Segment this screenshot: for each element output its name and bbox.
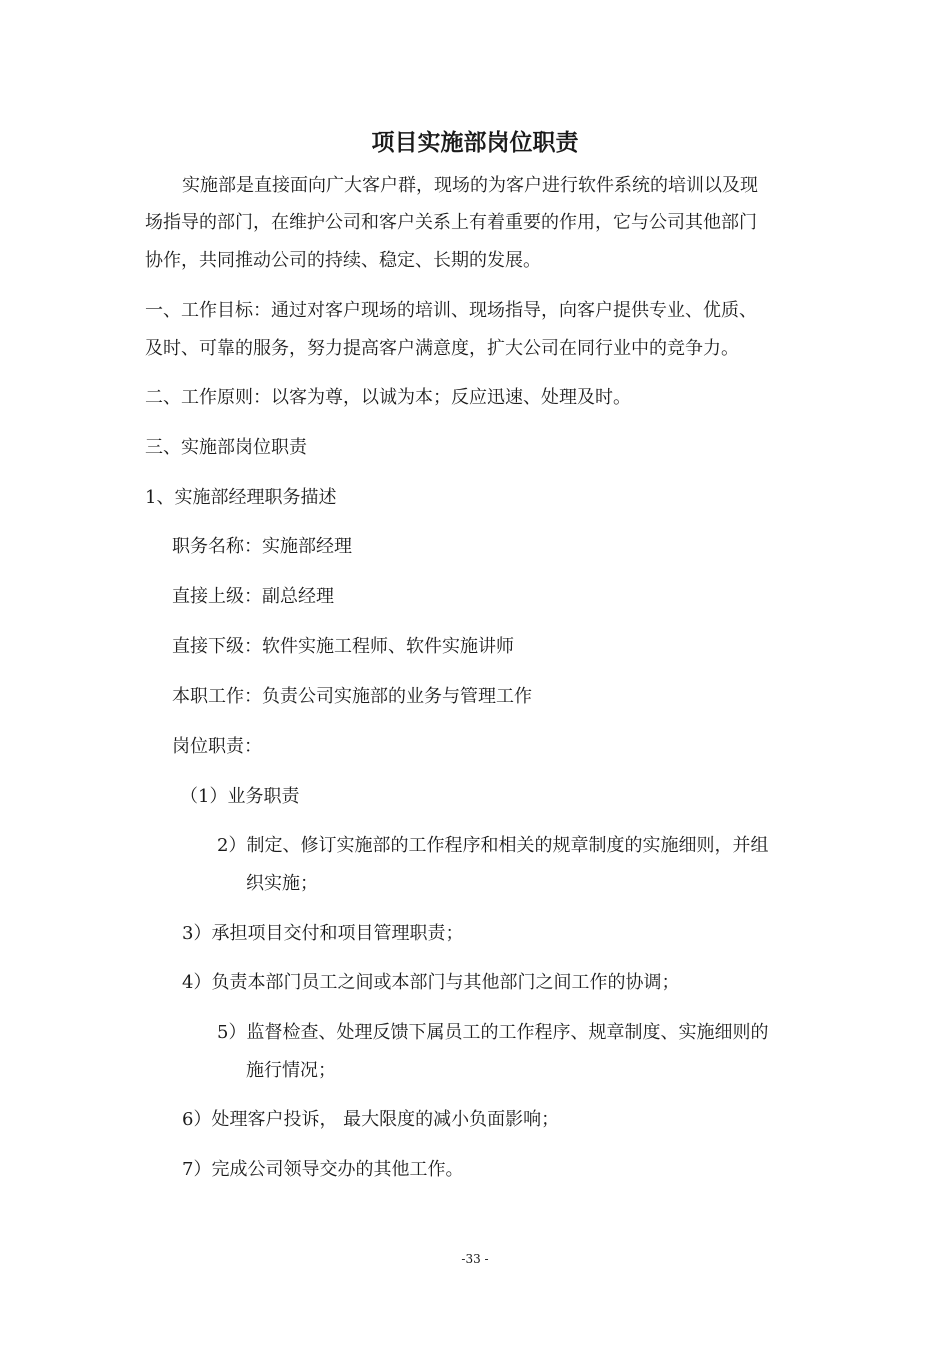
subordinate-line: 直接下级：软件实施工程师、软件实施讲师 [172,636,514,657]
duty-item-2-line-2: 织实施； [246,873,318,894]
duty-item-2-line-1: 2）制定、修订实施部的工作程序和相关的规章制度的实施细则，并组 [217,835,769,856]
duty-item-6: 6）处理客户投诉， 最大限度的减小负面影响； [182,1109,560,1130]
goal-line-1: 一、工作目标：通过对客户现场的培训、现场指导，向客户提供专业、优质、 [145,300,757,321]
intro-line-3: 协作，共同推动公司的持续、稳定、长期的发展。 [145,250,541,271]
duty-item-3: 3）承担项目交付和项目管理职责； [182,923,464,944]
job-name-line: 职务名称：实施部经理 [172,536,352,557]
superior-line: 直接上级：副总经理 [172,586,334,607]
principle-line: 二、工作原则：以客为尊，以诚为本；反应迅速、处理及时。 [145,387,631,408]
work-line: 本职工作：负责公司实施部的业务与管理工作 [172,686,532,707]
business-duties-heading: （1）业务职责 [180,786,300,807]
section-three-heading: 三、实施部岗位职责 [145,437,307,458]
intro-line-2: 场指导的部门，在维护公司和客户关系上有着重要的作用，它与公司其他部门 [145,212,757,233]
page-title: 项目实施部岗位职责 [371,129,579,156]
duty-item-5-line-2: 施行情况； [246,1060,336,1081]
intro-line-1: 实施部是直接面向广大客户群，现场的为客户进行软件系统的培训以及现 [182,175,758,196]
duty-item-5-line-1: 5）监督检查、处理反馈下属员工的工作程序、规章制度、实施细则的 [217,1022,769,1043]
duty-item-4: 4）负责本部门员工之间或本部门与其他部门之间工作的协调； [182,972,680,993]
page-number: -33 - [461,1252,489,1266]
duty-item-7: 7）完成公司领导交办的其他工作。 [182,1159,464,1180]
goal-line-2: 及时、可靠的服务，努力提高客户满意度，扩大公司在同行业中的竞争力。 [145,338,739,359]
manager-subheading: 1、实施部经理职务描述 [145,487,337,508]
duties-label: 岗位职责： [172,736,262,757]
